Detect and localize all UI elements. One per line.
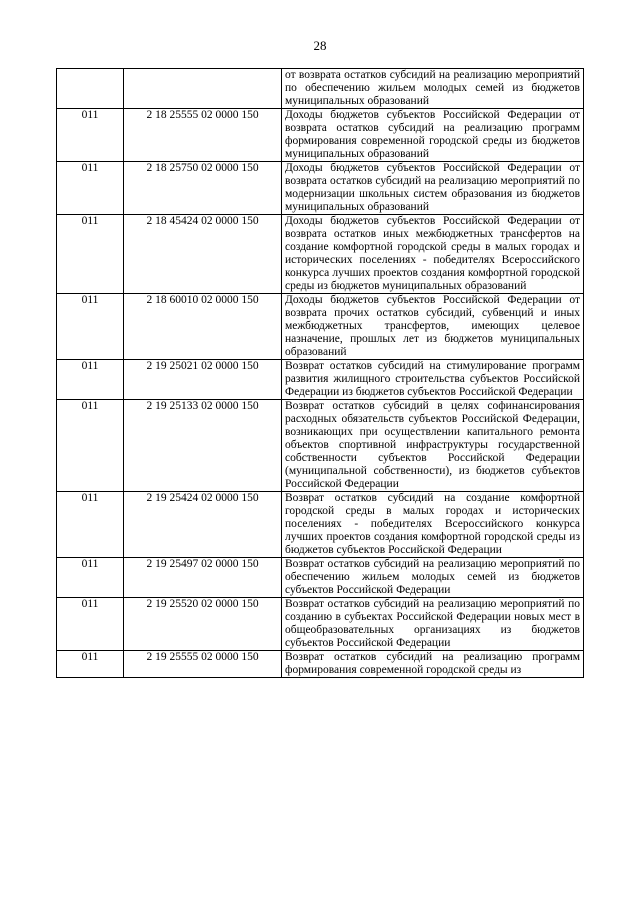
revenue-name-cell: Возврат остатков субсидий на реализацию мероприятий по созданию в субъектах Российской Федерации новых мест в общеобразовательных организациях из бюджетов субъектов Российской Федерации <box>282 598 584 651</box>
budget-code-cell: 2 18 60010 02 0000 150 <box>124 294 282 360</box>
revenue-name-cell: Доходы бюджетов субъектов Российской Федерации от возврата остатков субсидий на реализацию программ формирования современной городской среды из бюджетов муниципальных образований <box>282 109 584 162</box>
revenue-name-cell: Возврат остатков субсидий на создание комфортной городской среды в малых городах и исторических поселениях - победителях Всероссийского конкурса лучших проектов создания комфортной городской среды из бюджетов субъектов Российской Федерации <box>282 492 584 558</box>
table-row <box>57 558 584 598</box>
revenue-name-cell: Доходы бюджетов субъектов Российской Федерации от возврата прочих остатков субсидий, субвенций и иных межбюджетных трансфертов, имеющих целевое назначение, прошлых лет из бюджетов муниципальных образований <box>282 294 584 360</box>
budget-code-cell: 2 18 25555 02 0000 150 <box>124 109 282 162</box>
admin-code-cell: 011 <box>57 215 124 294</box>
admin-code-cell: 011 <box>57 162 124 215</box>
admin-code-cell: 011 <box>57 651 124 678</box>
admin-code-cell: 011 <box>57 598 124 651</box>
admin-code-cell: 011 <box>57 109 124 162</box>
budget-codes-table <box>56 68 584 678</box>
revenue-name-cell: от возврата остатков субсидий на реализацию мероприятий по обеспечению жильем молодых семей из бюджетов муниципальных образований <box>282 69 584 109</box>
budget-code-cell: 2 19 25021 02 0000 150 <box>124 360 282 400</box>
budget-code-cell: 2 19 25520 02 0000 150 <box>124 598 282 651</box>
budget-code-cell: 2 18 25750 02 0000 150 <box>124 162 282 215</box>
table-row <box>57 294 584 360</box>
table-row <box>57 400 584 492</box>
table-row <box>57 162 584 215</box>
revenue-name-cell: Доходы бюджетов субъектов Российской Федерации от возврата остатков иных межбюджетных трансфертов на создание комфортной городской среды в малых городах и исторических поселениях - победителях Всероссийского конкурса лучших проектов создания комфортной городской среды из бюджетов муниципальных образований <box>282 215 584 294</box>
revenue-name-cell: Возврат остатков субсидий на реализацию программ формирования современной городской среды из <box>282 651 584 678</box>
admin-code-cell <box>57 69 124 109</box>
table-row <box>57 598 584 651</box>
revenue-name-cell: Возврат остатков субсидий в целях софинансирования расходных обязательств субъектов Российской Федерации, возникающих при осуществлении капитального ремонта объектов спортивной инфраструктуры государственной собственности субъектов Российской Федерации (муниципальной собственности), из бюджетов субъектов Российской Федерации <box>282 400 584 492</box>
admin-code-cell: 011 <box>57 400 124 492</box>
table-row <box>57 651 584 678</box>
revenue-name-cell: Доходы бюджетов субъектов Российской Федерации от возврата остатков субсидий на реализацию мероприятий по модернизации школьных систем образования из бюджетов муниципальных образований <box>282 162 584 215</box>
budget-code-cell: 2 19 25497 02 0000 150 <box>124 558 282 598</box>
admin-code-cell: 011 <box>57 492 124 558</box>
table-row <box>57 492 584 558</box>
revenue-name-cell: Возврат остатков субсидий на реализацию мероприятий по обеспечению жильем молодых семей из бюджетов субъектов Российской Федерации <box>282 558 584 598</box>
admin-code-cell: 011 <box>57 294 124 360</box>
table-row <box>57 69 584 109</box>
budget-code-cell <box>124 69 282 109</box>
page-number: 28 <box>313 38 327 53</box>
table-row <box>57 360 584 400</box>
budget-code-cell: 2 19 25424 02 0000 150 <box>124 492 282 558</box>
budget-code-cell: 2 19 25555 02 0000 150 <box>124 651 282 678</box>
budget-code-cell: 2 19 25133 02 0000 150 <box>124 400 282 492</box>
table-row <box>57 109 584 162</box>
admin-code-cell: 011 <box>57 360 124 400</box>
revenue-name-cell: Возврат остатков субсидий на стимулирование программ развития жилищного строительства субъектов Российской Федерации из бюджетов субъектов Российской Федерации <box>282 360 584 400</box>
budget-code-cell: 2 18 45424 02 0000 150 <box>124 215 282 294</box>
table-row <box>57 215 584 294</box>
admin-code-cell: 011 <box>57 558 124 598</box>
